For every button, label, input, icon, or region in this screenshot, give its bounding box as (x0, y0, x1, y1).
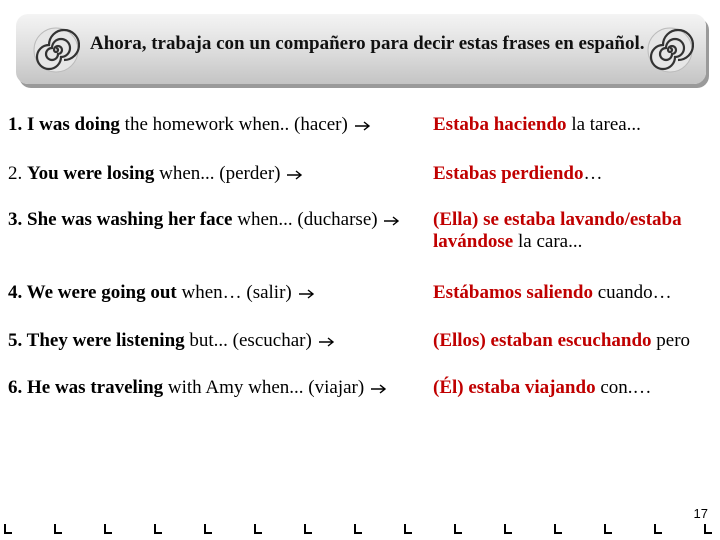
english-bold: You were losing (27, 163, 155, 184)
tick-mark (554, 524, 562, 534)
spanish-rest: cuando… (592, 282, 672, 303)
tick-mark (504, 524, 512, 534)
tick-mark (704, 524, 712, 534)
english-bold: 1. I was doing (8, 114, 120, 135)
spanish-rest: … (583, 163, 603, 184)
english-sentence (8, 377, 428, 399)
tick-mark (404, 524, 412, 534)
english-sentence (8, 114, 428, 136)
tick-mark (254, 524, 262, 534)
spiral-icon (646, 26, 694, 74)
tick-mark (104, 524, 112, 534)
right-arrow-icon (319, 337, 335, 347)
english-bold: 5. They were listening (8, 330, 185, 351)
tick-mark (154, 524, 162, 534)
tick-mark (604, 524, 612, 534)
tick-mark (654, 524, 662, 534)
english-bold: 6. He was traveling (8, 377, 164, 398)
right-arrow-icon (355, 121, 371, 131)
spanish-sentence (433, 114, 718, 136)
banner-title: Ahora, trabaja con un compañero para decir estas frases en español. (90, 33, 645, 54)
english-rest: with Amy when... (viajar) (163, 377, 365, 398)
spanish-verb: (Ella) se estaba lavando/estaba lavándose (433, 209, 682, 252)
spanish-verb: Estabas perdiendo (433, 163, 584, 184)
right-arrow-icon (299, 289, 315, 299)
english-rest: but... (escuchar) (184, 330, 312, 351)
spanish-rest: pero (651, 330, 691, 351)
english-bold: 4. We were going out (8, 282, 177, 303)
spanish-rest: la tarea... (566, 114, 641, 135)
english-sentence (8, 330, 428, 352)
right-arrow-icon (371, 384, 387, 394)
english-rest: when… (salir) (176, 282, 292, 303)
tick-mark (354, 524, 362, 534)
tick-mark (204, 524, 212, 534)
spanish-verb: Estábamos saliendo (433, 282, 593, 303)
tick-mark (304, 524, 312, 534)
page-number: 17 (693, 506, 708, 521)
footer-tick-marks (0, 524, 720, 536)
english-sentence (8, 282, 428, 304)
spanish-verb: (Ellos) estaban escuchando (433, 330, 652, 351)
tick-mark (454, 524, 462, 534)
spanish-sentence (433, 209, 718, 253)
tick-mark (54, 524, 62, 534)
english-rest: when... (ducharse) (232, 209, 378, 230)
english-bold: 3. She was washing her face (8, 209, 233, 230)
spanish-sentence (433, 282, 718, 304)
english-sentence (8, 209, 428, 231)
spanish-sentence (433, 330, 718, 352)
title-banner (16, 14, 706, 84)
spanish-rest: con.… (595, 377, 652, 398)
spanish-verb: Estaba haciendo (433, 114, 567, 135)
spanish-sentence (433, 163, 718, 185)
english-number: 2. (8, 163, 27, 184)
spiral-icon (32, 26, 80, 74)
right-arrow-icon (287, 170, 303, 180)
spanish-verb: (Él) estaba viajando (433, 377, 596, 398)
tick-mark (4, 524, 12, 534)
english-rest: the homework when.. (hacer) (119, 114, 348, 135)
spanish-rest: la cara... (513, 231, 583, 252)
spanish-sentence (433, 377, 718, 399)
english-rest: when... (perder) (154, 163, 281, 184)
english-sentence (8, 163, 428, 185)
right-arrow-icon (384, 216, 400, 226)
